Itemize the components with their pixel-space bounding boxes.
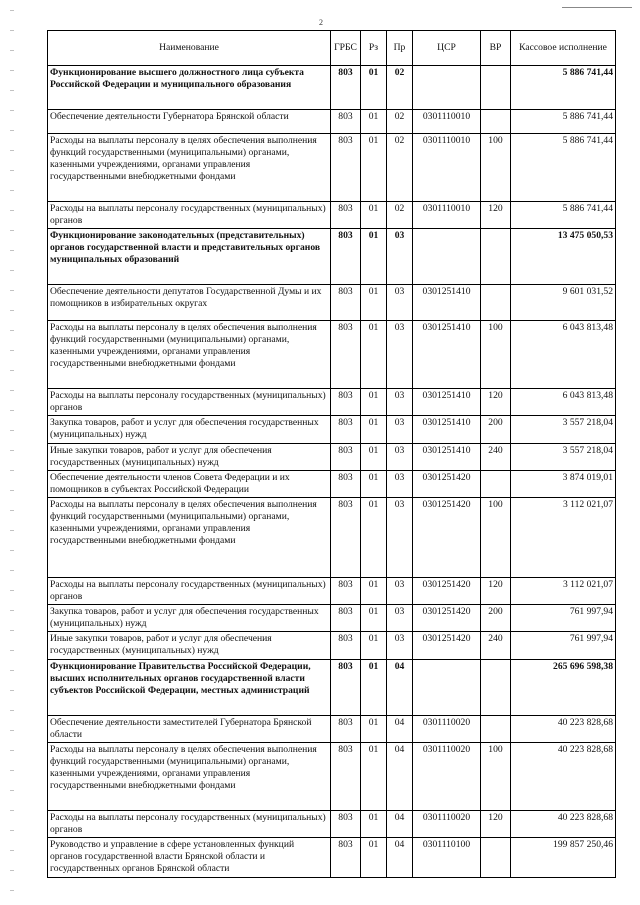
cell-name: Руководство и управление в сфере установленных функций органов государственной власти Брянской области и государственных органов Брянской области xyxy=(48,837,331,877)
cell-pr: 02 xyxy=(387,134,413,202)
cell-amount: 40 223 828,68 xyxy=(511,715,616,742)
cell-rz: 01 xyxy=(361,285,387,321)
cell-csr: 0301110020 xyxy=(413,810,481,837)
cell-grbs: 803 xyxy=(331,632,361,659)
cell-rz: 01 xyxy=(361,837,387,877)
cell-name: Обеспечение деятельности членов Совета Федерации и их помощников в субъектах Российской Федерации xyxy=(48,470,331,497)
table-row xyxy=(48,134,616,202)
cell-vr: 120 xyxy=(481,202,511,229)
cell-grbs: 803 xyxy=(331,810,361,837)
table-row xyxy=(48,810,616,837)
cell-amount: 3 557 218,04 xyxy=(511,416,616,443)
table-row xyxy=(48,202,616,229)
cell-amount: 6 043 813,48 xyxy=(511,389,616,416)
cell-pr: 04 xyxy=(387,742,413,810)
cell-name: Расходы на выплаты персоналу в целях обеспечения выполнения функций государственными (муниципальными) органами, казенными учреждениями, органами управления государственными внебюджетными фондами xyxy=(48,742,331,810)
cell-grbs: 803 xyxy=(331,389,361,416)
cell-csr: 0301251410 xyxy=(413,416,481,443)
cell-rz: 01 xyxy=(361,443,387,470)
budget-execution-table xyxy=(47,30,616,878)
cell-rz: 01 xyxy=(361,715,387,742)
cell-rz: 01 xyxy=(361,470,387,497)
table-row xyxy=(48,632,616,659)
cell-vr: 240 xyxy=(481,632,511,659)
cell-name: Иные закупки товаров, работ и услуг для обеспечения государственных (муниципальных) нужд xyxy=(48,632,331,659)
cell-name: Расходы на выплаты персоналу в целях обеспечения выполнения функций государственными (муниципальными) органами, казенными учреждениями, органами управления государственными внебюджетными фондами xyxy=(48,134,331,202)
header-vr: ВР xyxy=(481,31,511,66)
header-rz: Рз xyxy=(361,31,387,66)
table-row xyxy=(48,715,616,742)
cell-name: Закупка товаров, работ и услуг для обеспечения государственных (муниципальных) нужд xyxy=(48,605,331,632)
cell-csr: 0301110010 xyxy=(413,202,481,229)
cell-amount: 761 997,94 xyxy=(511,605,616,632)
cell-rz: 01 xyxy=(361,632,387,659)
cell-amount: 5 886 741,44 xyxy=(511,202,616,229)
cell-rz: 01 xyxy=(361,605,387,632)
cell-pr: 03 xyxy=(387,443,413,470)
cell-vr: 100 xyxy=(481,742,511,810)
cell-rz: 01 xyxy=(361,134,387,202)
cell-grbs: 803 xyxy=(331,66,361,110)
cell-grbs: 803 xyxy=(331,134,361,202)
table-row xyxy=(48,742,616,810)
cell-csr: 0301251420 xyxy=(413,470,481,497)
cell-amount: 5 886 741,44 xyxy=(511,110,616,134)
cell-name: Расходы на выплаты персоналу в целях обеспечения выполнения функций государственными (муниципальными) органами, казенными учреждениями, органами управления государственными внебюджетными фондами xyxy=(48,321,331,389)
cell-name: Расходы на выплаты персоналу государственных (муниципальных) органов xyxy=(48,577,331,604)
cell-csr: 0301251410 xyxy=(413,443,481,470)
cell-grbs: 803 xyxy=(331,497,361,577)
cell-vr: 100 xyxy=(481,497,511,577)
cell-grbs: 803 xyxy=(331,229,361,285)
cell-rz: 01 xyxy=(361,659,387,715)
cell-grbs: 803 xyxy=(331,577,361,604)
table-row xyxy=(48,605,616,632)
cell-name: Расходы на выплаты персоналу государственных (муниципальных) органов xyxy=(48,202,331,229)
cell-amount: 9 601 031,52 xyxy=(511,285,616,321)
cell-grbs: 803 xyxy=(331,202,361,229)
cell-csr: 0301251410 xyxy=(413,389,481,416)
cell-name: Обеспечение деятельности заместителей Губернатора Брянской области xyxy=(48,715,331,742)
header-amount: Кассовое исполнение xyxy=(511,31,616,66)
cell-grbs: 803 xyxy=(331,470,361,497)
cell-rz: 01 xyxy=(361,66,387,110)
cell-name: Обеспечение деятельности депутатов Государственной Думы и их помощников в избирательных округах xyxy=(48,285,331,321)
cell-pr: 03 xyxy=(387,632,413,659)
table-row xyxy=(48,497,616,577)
table-row xyxy=(48,389,616,416)
cell-name: Функционирование Правительства Российской Федерации, высших исполнительных органов государственной власти субъектов Российской Федерации, местных администраций xyxy=(48,659,331,715)
table-row xyxy=(48,321,616,389)
cell-vr: 120 xyxy=(481,810,511,837)
table-body xyxy=(48,66,616,878)
cell-amount: 3 112 021,07 xyxy=(511,497,616,577)
cell-pr: 02 xyxy=(387,66,413,110)
cell-vr xyxy=(481,110,511,134)
table-header-row xyxy=(48,31,616,66)
table-row xyxy=(48,470,616,497)
table-row xyxy=(48,659,616,715)
header-pr: Пр xyxy=(387,31,413,66)
cell-name: Иные закупки товаров, работ и услуг для обеспечения государственных (муниципальных) нужд xyxy=(48,443,331,470)
cell-vr xyxy=(481,837,511,877)
cell-rz: 01 xyxy=(361,497,387,577)
cell-grbs: 803 xyxy=(331,443,361,470)
cell-csr: 0301110010 xyxy=(413,110,481,134)
cell-vr xyxy=(481,470,511,497)
cell-pr: 04 xyxy=(387,837,413,877)
cell-amount: 3 557 218,04 xyxy=(511,443,616,470)
page-number: 2 xyxy=(319,18,323,27)
cell-csr: 0301110100 xyxy=(413,837,481,877)
cell-name: Обеспечение деятельности Губернатора Брянской области xyxy=(48,110,331,134)
cell-name: Расходы на выплаты персоналу государственных (муниципальных) органов xyxy=(48,810,331,837)
cell-amount: 5 886 741,44 xyxy=(511,134,616,202)
cell-name: Закупка товаров, работ и услуг для обеспечения государственных (муниципальных) нужд xyxy=(48,416,331,443)
cell-grbs: 803 xyxy=(331,742,361,810)
cell-pr: 04 xyxy=(387,715,413,742)
cell-vr: 100 xyxy=(481,321,511,389)
cell-pr: 03 xyxy=(387,229,413,285)
cell-vr: 120 xyxy=(481,389,511,416)
cell-pr: 02 xyxy=(387,202,413,229)
cell-amount: 40 223 828,68 xyxy=(511,810,616,837)
cell-amount: 5 886 741,44 xyxy=(511,66,616,110)
cell-grbs: 803 xyxy=(331,659,361,715)
cell-name: Расходы на выплаты персоналу в целях обеспечения выполнения функций государственными (муниципальными) органами, казенными учреждениями, органами управления государственными внебюджетными фондами xyxy=(48,497,331,577)
cell-amount: 761 997,94 xyxy=(511,632,616,659)
cell-pr: 03 xyxy=(387,389,413,416)
cell-grbs: 803 xyxy=(331,605,361,632)
cell-amount: 199 857 250,46 xyxy=(511,837,616,877)
cell-amount: 3 874 019,01 xyxy=(511,470,616,497)
cell-grbs: 803 xyxy=(331,285,361,321)
cell-csr: 0301251410 xyxy=(413,321,481,389)
cell-pr: 04 xyxy=(387,810,413,837)
cell-pr: 03 xyxy=(387,321,413,389)
cell-amount: 3 112 021,07 xyxy=(511,577,616,604)
cell-csr: 0301110020 xyxy=(413,742,481,810)
table-row xyxy=(48,837,616,877)
table-row xyxy=(48,443,616,470)
cell-csr: 0301110020 xyxy=(413,715,481,742)
cell-csr xyxy=(413,659,481,715)
cell-pr: 02 xyxy=(387,110,413,134)
cell-pr: 03 xyxy=(387,497,413,577)
cell-name: Функционирование законодательных (представительных) органов государственной власти и представительных органов муниципальных образований xyxy=(48,229,331,285)
cell-name: Расходы на выплаты персоналу государственных (муниципальных) органов xyxy=(48,389,331,416)
cell-csr: 0301251420 xyxy=(413,497,481,577)
cell-name: Функционирование высшего должностного лица субъекта Российской Федерации и муниципального образования xyxy=(48,66,331,110)
cell-vr: 200 xyxy=(481,605,511,632)
cell-amount: 265 696 598,38 xyxy=(511,659,616,715)
table-row xyxy=(48,577,616,604)
cell-rz: 01 xyxy=(361,389,387,416)
cell-rz: 01 xyxy=(361,321,387,389)
binding-margin-marks xyxy=(10,10,14,895)
cell-rz: 01 xyxy=(361,810,387,837)
cell-grbs: 803 xyxy=(331,110,361,134)
header-name: Наименование xyxy=(48,31,331,66)
cell-rz: 01 xyxy=(361,110,387,134)
top-right-rule xyxy=(562,7,632,8)
cell-pr: 04 xyxy=(387,659,413,715)
cell-csr: 0301110010 xyxy=(413,134,481,202)
header-csr: ЦСР xyxy=(413,31,481,66)
cell-vr: 240 xyxy=(481,443,511,470)
cell-vr xyxy=(481,285,511,321)
table-row xyxy=(48,229,616,285)
cell-vr: 120 xyxy=(481,577,511,604)
cell-pr: 03 xyxy=(387,470,413,497)
table-row xyxy=(48,416,616,443)
cell-grbs: 803 xyxy=(331,837,361,877)
cell-vr: 200 xyxy=(481,416,511,443)
table-row xyxy=(48,285,616,321)
cell-grbs: 803 xyxy=(331,321,361,389)
cell-pr: 03 xyxy=(387,605,413,632)
cell-pr: 03 xyxy=(387,416,413,443)
table-row xyxy=(48,66,616,110)
cell-vr xyxy=(481,715,511,742)
cell-csr: 0301251420 xyxy=(413,577,481,604)
cell-vr xyxy=(481,659,511,715)
cell-csr: 0301251420 xyxy=(413,632,481,659)
cell-amount: 6 043 813,48 xyxy=(511,321,616,389)
cell-rz: 01 xyxy=(361,416,387,443)
cell-pr: 03 xyxy=(387,577,413,604)
cell-csr xyxy=(413,229,481,285)
cell-pr: 03 xyxy=(387,285,413,321)
cell-rz: 01 xyxy=(361,202,387,229)
cell-csr: 0301251420 xyxy=(413,605,481,632)
header-grbs: ГРБС xyxy=(331,31,361,66)
cell-rz: 01 xyxy=(361,577,387,604)
cell-rz: 01 xyxy=(361,742,387,810)
cell-amount: 13 475 050,53 xyxy=(511,229,616,285)
cell-vr xyxy=(481,66,511,110)
cell-vr: 100 xyxy=(481,134,511,202)
cell-vr xyxy=(481,229,511,285)
cell-rz: 01 xyxy=(361,229,387,285)
cell-grbs: 803 xyxy=(331,416,361,443)
cell-csr xyxy=(413,66,481,110)
cell-amount: 40 223 828,68 xyxy=(511,742,616,810)
cell-csr: 0301251410 xyxy=(413,285,481,321)
table-row xyxy=(48,110,616,134)
cell-grbs: 803 xyxy=(331,715,361,742)
